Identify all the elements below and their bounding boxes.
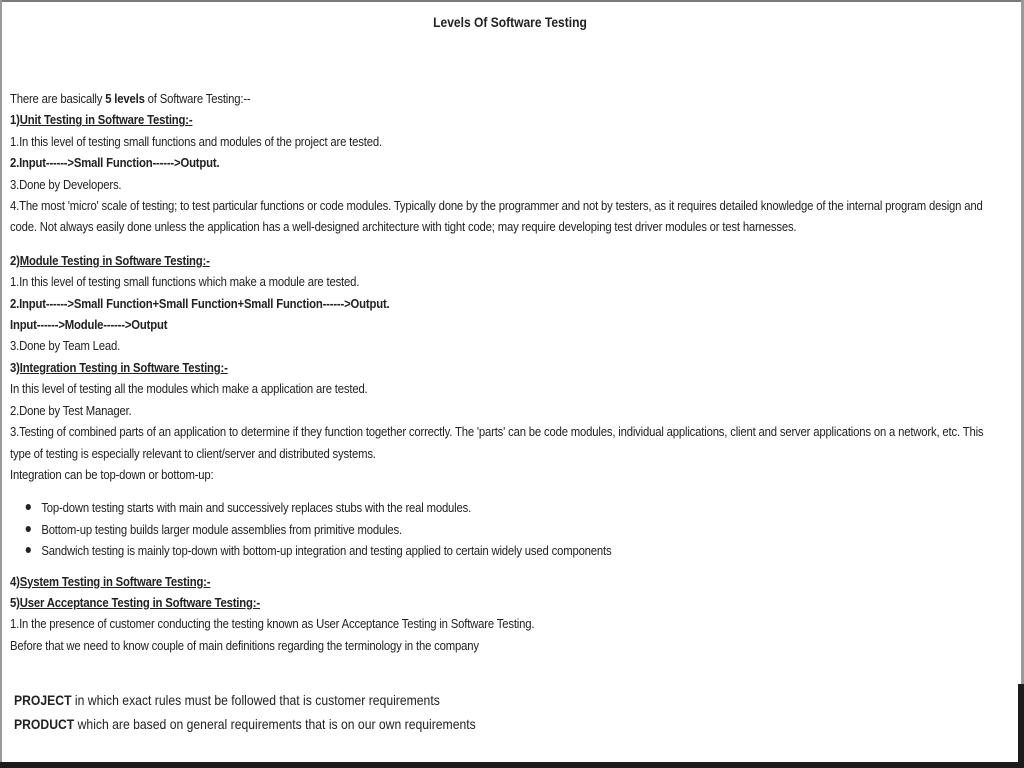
unit-line-3: 3.Done by Developers. — [10, 176, 122, 192]
unit-heading-text: Unit Testing in Software Testing:- — [19, 112, 193, 128]
document-title: Levels Of Software Testing — [433, 14, 587, 30]
integration-line-2: 2.Done by Test Manager. — [10, 402, 132, 418]
frame-top-border — [0, 0, 1024, 2]
intro-text: There are basically — [10, 91, 106, 106]
uat-line-1: 1.In the presence of customer conducting the testing known as User Acceptance Testing in Software Testing. — [10, 616, 535, 632]
integration-line-1: In this level of testing all the modules which make a application are tested. — [10, 381, 368, 397]
definitions-block — [14, 688, 710, 736]
module-line-1: 1.In this level of testing small functions which make a module are tested. — [10, 274, 360, 290]
product-definition: which are based on general requirements that is on our own requirements — [74, 716, 476, 732]
definition-product — [14, 712, 710, 736]
project-term: PROJECT — [14, 692, 72, 708]
project-definition: in which exact rules must be followed that is customer requirements — [71, 692, 440, 708]
spacer — [10, 485, 993, 497]
unit-line-2: 2.Input------>Small Function------>Output. — [10, 155, 220, 171]
system-number: 4) — [10, 573, 20, 589]
definition-project — [14, 688, 710, 712]
integration-approaches-list — [10, 497, 993, 561]
list-item: Sandwich testing is mainly top-down with bottom-up integration and testing applied to certain widely used components — [26, 540, 993, 561]
integration-number: 3) — [10, 359, 20, 375]
uat-heading-text: User Acceptance Testing in Software Testing:- — [19, 594, 260, 610]
module-heading — [10, 250, 993, 271]
intro-levels: 5 levels — [105, 91, 145, 106]
unit-number: 1) — [10, 112, 20, 128]
uat-heading — [10, 592, 993, 613]
module-heading-text: Module Testing in Software Testing:- — [19, 252, 210, 268]
unit-line-4: 4.The most 'micro' scale of testing; to test particular functions or code modules. Typically done by the programmer and not by testers, as it requires detailed knowledge of the internal program design and code. Not always easily done unless the application has a well-designed architecture with tight code; may require developing test driver modules or test harnesses. — [10, 198, 983, 235]
frame-bottom-shadow — [0, 762, 1024, 768]
document-body — [10, 88, 993, 656]
list-item: Top-down testing starts with main and successively replaces stubs with the real modules. — [26, 497, 993, 518]
intro-text-end: of Software Testing:-- — [144, 91, 251, 106]
uat-number: 5) — [10, 594, 20, 610]
integration-heading-text: Integration Testing in Software Testing:- — [19, 359, 228, 375]
module-line-2: 2.Input------>Small Function+Small Function+Small Function------>Output. — [10, 295, 390, 311]
integration-line-4: Integration can be top-down or bottom-up: — [10, 466, 214, 482]
frame-right-shadow — [1018, 684, 1024, 768]
frame-left-border — [0, 0, 2, 768]
spacer — [10, 238, 993, 250]
intro-line — [10, 88, 993, 109]
uat-line-2: Before that we need to know couple of main definitions regarding the terminology in the company — [10, 637, 479, 653]
module-line-4: 3.Done by Team Lead. — [10, 338, 121, 354]
module-number: 2) — [10, 252, 20, 268]
product-term: PRODUCT — [14, 716, 75, 732]
module-line-3: Input------>Module------>Output — [10, 317, 168, 333]
unit-heading — [10, 109, 993, 130]
spacer — [10, 562, 993, 571]
system-heading-text: System Testing in Software Testing:- — [19, 573, 211, 589]
list-item: Bottom-up testing builds larger module assemblies from primitive modules. — [26, 519, 993, 540]
integration-heading — [10, 357, 993, 378]
unit-line-1: 1.In this level of testing small functions and modules of the project are tested. — [10, 133, 382, 149]
system-heading — [10, 571, 993, 592]
integration-line-3: 3.Testing of combined parts of an application to determine if they function together correctly. The 'parts' can be code modules, individual applications, client and server applications on a network, etc. This type of testing is especially relevant to client/server and distributed systems. — [10, 424, 984, 461]
